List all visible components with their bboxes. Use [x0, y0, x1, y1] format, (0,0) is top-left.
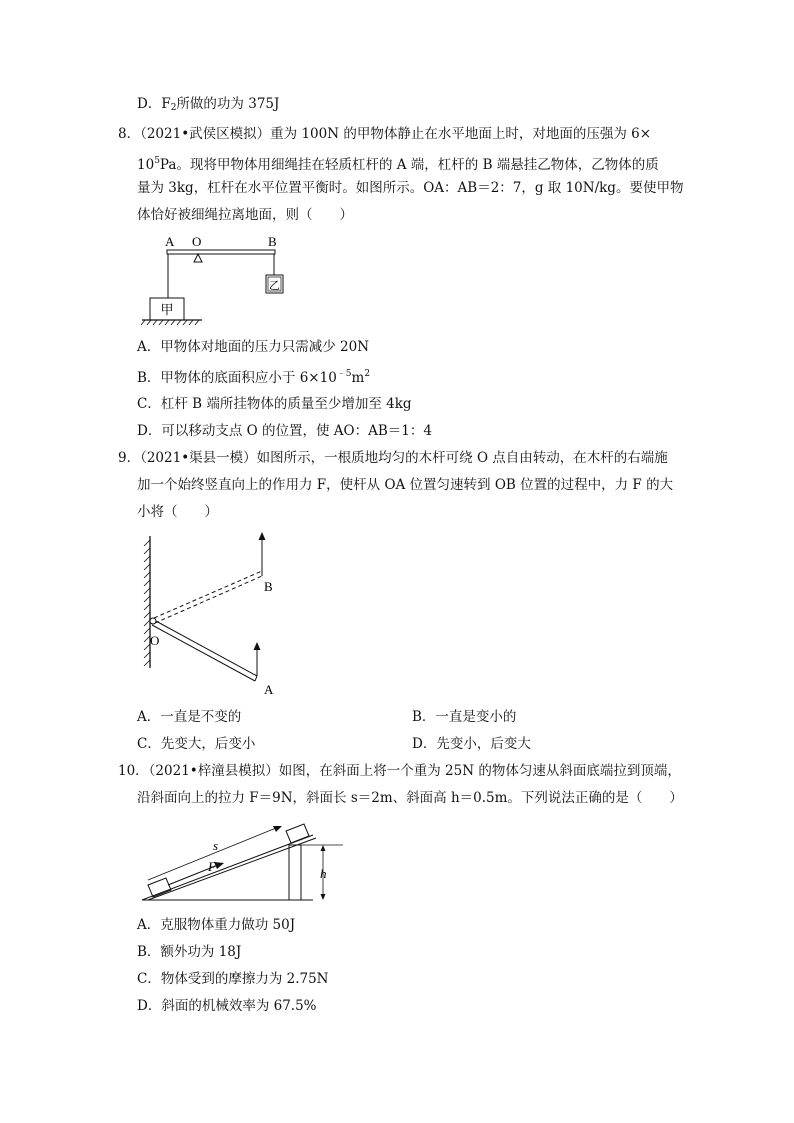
q9-force-a-arrowhead [254, 642, 261, 650]
q9-option-d: D．先变小，后变大 [412, 736, 531, 752]
q8-option-b-unit: m [351, 370, 365, 386]
q10-option-b: B．额外功为 18J [137, 944, 242, 960]
q8-power-base: 10 [137, 157, 155, 173]
q8-fulcrum [194, 254, 202, 262]
q10-height-arrow-up [321, 845, 326, 851]
q8-line-2 [137, 151, 659, 175]
q9-rod-ob-top [154, 571, 262, 618]
q10-label-h: h [320, 866, 327, 881]
q10-height-arrow-down [321, 894, 326, 900]
q8-option-b-unit-exponent: 2 [364, 369, 371, 379]
q10-option-a: A．克服物体重力做功 50J [137, 917, 296, 933]
q8-option-d: D．可以移动支点 O 的位置，使 AO：AB＝1：4 [137, 423, 432, 439]
q9-option-c: C．先变大，后变小 [137, 736, 256, 752]
q8-option-b-text: B．甲物体的底面积应小于 6×10 [137, 370, 337, 386]
q9-rod-ob-bottom [155, 576, 262, 623]
q9-line-2: 加一个始终竖直向上的作用力 F，使杆从 OA 位置匀速转到 OB 位置的过程中，力 F 的大 [137, 477, 674, 493]
q9-force-b-arrowhead [259, 532, 266, 540]
q8-option-a: A．甲物体对地面的压力只需减少 20N [137, 339, 370, 355]
q10-incline-bottom [148, 838, 316, 900]
q10-line-2: 沿斜面向上的拉力 F＝9N，斜面长 s＝2m、斜面高 h＝0.5m。下列说法正确的是（ ） [137, 790, 683, 806]
q10-option-c: C．物体受到的摩擦力为 2.75N [137, 971, 329, 987]
q9-line-1: 9．（2021•渠县一模）如图所示，一根质地均匀的木杆可绕 O 点自由转动，在木杆的右端施 [118, 450, 668, 466]
q8-line-1: 8．（2021•武侯区模拟）重为 100N 的甲物体静止在水平地面上时，对地面的压强为 6× [118, 126, 652, 142]
q9-rod-oa-bottom [152, 625, 255, 681]
q8-ground-hatch [141, 320, 199, 325]
q9-line-3: 小将（ ） [137, 504, 218, 520]
q8-option-b [137, 364, 370, 388]
q8-line-2-text: Pa。现将甲物体用细绳挂在轻质杠杆的 A 端，杠杆的 B 端悬挂乙物体，乙物体的质 [159, 157, 659, 173]
q10-label-f: F [208, 859, 216, 874]
q8-label-o: O [192, 234, 202, 249]
q10-incline-top [142, 835, 313, 900]
q10-incline-figure [138, 818, 348, 908]
q8-label-b: B [268, 234, 277, 249]
q8-option-c: C．杠杆 B 端所挂物体的质量至少增加至 4kg [137, 396, 412, 412]
q9-pivot [150, 618, 156, 624]
q9-rod-oa-top [154, 620, 257, 676]
q7-option-d-text: 所做的功为 375J [176, 96, 280, 112]
q8-power-exponent: 5 [154, 156, 160, 166]
q7-option-d-subscript: 2 [170, 103, 177, 113]
q8-line-3: 量为 3kg，杠杆在水平位置平衡时。如图所示。OA：AB＝2：7，g 取 10N/kg。要使甲物 [137, 180, 684, 196]
q9-rod-figure [135, 528, 285, 700]
q10-support-post [289, 845, 301, 900]
q10-block-top [286, 824, 309, 843]
q10-option-d: D．斜面的机械效率为 67.5% [137, 998, 317, 1014]
q9-label-o: O [150, 633, 160, 648]
q9-option-a: A．一直是不变的 [137, 709, 242, 725]
q10-line-1: 10．（2021•梓潼县模拟）如图，在斜面上将一个重为 25N 的物体匀速从斜面底端拉到顶端， [118, 763, 681, 779]
q7-option-d-prefix: D．F [137, 96, 171, 112]
q7-option-d [137, 94, 279, 118]
q8-line-4: 体恰好被细绳拉离地面，则（ ） [137, 207, 353, 223]
q9-rod-oa-end [255, 676, 257, 681]
q8-block-yi-label: 乙 [269, 280, 280, 292]
q10-label-s: s [213, 838, 219, 853]
q8-option-b-exponent: ﹣5 [336, 369, 352, 379]
q8-lever-bar [167, 250, 275, 254]
q8-block-jia-label: 甲 [160, 302, 174, 317]
q9-option-b: B．一直是变小的 [412, 709, 517, 725]
q10-block-bottom [148, 878, 171, 897]
q9-label-a: A [264, 682, 274, 697]
q9-label-b: B [264, 579, 273, 594]
q8-label-a: A [165, 234, 175, 249]
q8-lever-figure [140, 230, 310, 330]
